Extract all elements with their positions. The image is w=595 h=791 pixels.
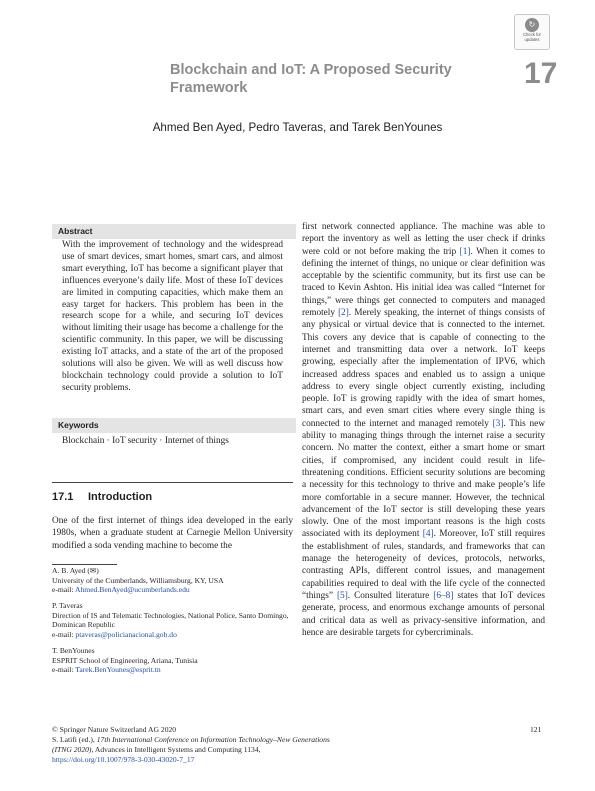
body-paragraph-right-column [302, 221, 545, 639]
section-divider [52, 482, 293, 483]
chapter-title: Blockchain and IoT: A Proposed Security Framework [170, 62, 452, 96]
abstract-text: With the improvement of technology and the widespread use of smart devices, smart homes, smart cars, and almost smart everything, IoT has become a significant player that influences everyone’s daily life. Most of these IoT devices are limited in computing capacities, which make them an easy target for hackers. This problem has been in the research scope for a while, and securing IoT devices without limiting their usage has become a challenge for the scientific community. In this paper, we will be discussing existing IoT attacks, and a state of the art of the proposed solutions will also be given. We will as well discuss how blockchain technology could provide a solution to IoT security problems. [62, 240, 283, 393]
email-label: e-mail: [52, 585, 75, 595]
author-name: A. B. Ayed (✉) [52, 566, 99, 575]
footer-citation [52, 725, 532, 765]
abstract-heading: Abstract [52, 224, 296, 239]
editor-text: S. Latifi (ed.), [52, 735, 97, 744]
copyright-line: © Springer Nature Switzerland AG 2020 [52, 725, 177, 734]
text-run: . Moreover, IoT still requires the establishment of rules, standards, and frameworks that can manage the heterogeneity of devices, protocols, networks, contrasting APIs, different control issues, and management capabilities required to deal with the life cycle of the connected “things” [302, 529, 545, 601]
badge-line2: updates [524, 36, 540, 42]
section-number: 17.1 [52, 491, 74, 503]
text-run: . When it comes to defining the internet of things, no unique or clear definition was acceptable by the scientific community, but its first use can be traced to Kevin Ashton. His initial idea was called “Internet for things,” were things get connected to computers and managed remotely [302, 246, 545, 319]
citation-link[interactable]: [5] [336, 590, 348, 601]
check-for-updates-badge[interactable] [514, 14, 550, 50]
proceedings-acronym: (ITNG 2020) [52, 745, 92, 754]
text-run: . This new ability to managing things through the internet raise a security concern. No matter the context, either a smart home or smart cities, if compromised, any incident could result in life-threatening conditions. Efficient security solutions are becoming a necessity for this technology to thrive and make people’s life more comfortable in a secure manner. However, the technical advancement of the IoT sector is still developing these years slowly. One of the most important reasons is the high costs associated with its deployment [302, 418, 545, 540]
author-name: P. Taveras [52, 601, 83, 610]
author-affil: ESPRIT School of Engineering, Ariana, Tunisia [52, 655, 198, 665]
keywords-heading: Keywords [52, 418, 296, 433]
citation-link[interactable]: [3] [492, 418, 504, 429]
keywords-text: Blockchain · IoT security · Internet of things [62, 436, 229, 446]
intro-paragraph: One of the first internet of things idea developed in the early 1980s, when a graduate student at Carnegie Mellon University modified a soda vending machine to become the [52, 516, 293, 551]
author-affiliation-2 [52, 601, 293, 639]
text-run: . Consulted literature [347, 590, 434, 601]
author-affiliation-3 [52, 646, 293, 675]
page-number: 121 [530, 725, 542, 734]
section-heading [52, 491, 152, 503]
email-link[interactable]: Tarek.BenYounes@esprit.tn [75, 665, 161, 675]
footnote-divider [52, 564, 117, 565]
email-label: e-mail: [52, 665, 76, 675]
author-affil: Direction of IS and Telematic Technologies, National Police, Santo Domingo, Dominican Republic [52, 610, 289, 630]
text-run: . Merely speaking, the internet of things consists of any physical or virtual device that is connected to the internet. This covers any device that is capable of connecting to the internet and transmitting data over a network. IoT keeps growing, especially after the implementation of IPV6, which increased address spaces and enabled us to assign a unique address to every single object currently existing, including people. IoT is growing rapidly with the idea of smart homes, smart cars, and even smart cities where every single thing is connected to the internet and managed remotely [302, 308, 545, 429]
author-name: T. BenYounes [52, 646, 95, 655]
author-affil: University of the Cumberlands, Williamsburg, KY, USA [52, 575, 224, 585]
badge-line1: Check for [523, 32, 541, 37]
text-run: first network connected appliance. The machine was able to report the inventory as well as letting the user check if drinks were cold or not before making the trip [302, 222, 545, 257]
email-link[interactable]: ptaveras@policianacional.gob.do [75, 629, 177, 639]
text-run: states that IoT devices generate, process, and enormous exchange amounts of personal and critical data as well as privacy-sensitive information, and hence are desirable targets for cybercriminals. [302, 590, 546, 638]
author-list: Ahmed Ben Ayed, Pedro Taveras, and Tarek BenYounes [152, 121, 443, 134]
citation-link[interactable]: [1] [459, 246, 471, 257]
update-icon: ↻ [525, 18, 539, 32]
series-text: , Advances in Intelligent Systems and Computing 1134, [91, 745, 261, 754]
chapter-number: 17 [524, 57, 558, 90]
email-label: e-mail: [52, 629, 76, 639]
citation-link[interactable]: [6–8] [433, 590, 454, 601]
citation-link[interactable]: [4] [422, 529, 434, 540]
email-link[interactable]: Ahmed.BenAyed@ucumberlands.edu [75, 585, 190, 595]
citation-link[interactable]: [2] [338, 308, 349, 319]
proceedings-title: 17th International Conference on Information Technology–New Generations [96, 735, 330, 744]
author-affiliation-1 [52, 566, 293, 595]
section-title: Introduction [88, 491, 153, 503]
doi-link[interactable]: https://doi.org/10.1007/978-3-030-43020-7_17 [52, 755, 195, 764]
